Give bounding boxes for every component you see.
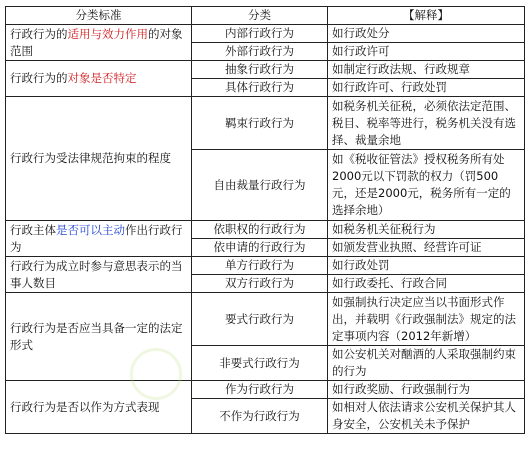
explanation-cell: 如相对人依法请求公安机关保护其人身安全，公安机关未予保护: [328, 399, 525, 434]
criterion-text: 行政行为的: [10, 71, 68, 85]
criterion-cell: [6, 97, 192, 221]
classification-table: [5, 6, 525, 434]
explanation-cell: 如制定行政法规、行政规章: [328, 61, 525, 79]
explanation-cell: 如行政许可、行政处罚: [328, 79, 525, 97]
explanation-cell: 如公安机关对酗酒的人采取强制约束的行为: [328, 346, 525, 381]
explanation-cell: 如行政处罚: [328, 257, 525, 275]
header-row: [6, 7, 525, 25]
table-row: [6, 293, 525, 346]
criterion-cell: [6, 25, 192, 61]
criterion-highlight: 对象是否特定: [67, 71, 137, 85]
explanation-cell: 如《税收征管法》授权税务所有处2000元以下罚款的权力（罚500元，还是2000元，税务所有一定的选择余地）: [328, 150, 525, 221]
category-cell: 依申请的行政行为: [192, 239, 328, 257]
explanation-cell: 如行政委托、行政合同: [328, 275, 525, 293]
category-cell: 外部行政行为: [192, 43, 328, 61]
category-cell: 非要式行政行为: [192, 346, 328, 381]
table-row: [6, 97, 525, 150]
criterion-text: 行政行为是否应当具备一定的法定形式: [10, 320, 183, 352]
criterion-highlight: 适用与效力作用: [67, 26, 148, 41]
table-row: [6, 381, 525, 399]
faint-watermark-circle: [130, 348, 182, 400]
category-cell: 抽象行政行为: [192, 61, 328, 79]
criterion-cell: [6, 221, 192, 257]
criterion-text: 行政行为是否以作为方式表现: [10, 399, 160, 414]
explanation-cell: 如强制执行决定应当以书面形式作出，并载明《行政强制法》规定的法定事项内容（2012年新增）: [328, 293, 525, 346]
explanation-cell: 如颁发营业执照、经营许可证: [328, 239, 525, 257]
criterion-cell: [6, 61, 192, 97]
explanation-cell: 如行政处分: [328, 25, 525, 43]
criterion-text: 作出行政行为: [10, 222, 183, 254]
category-cell: 要式行政行为: [192, 293, 328, 346]
explanation-cell: 如行政许可: [328, 43, 525, 61]
criterion-highlight: 是否可以主动: [56, 222, 125, 237]
category-cell: 羁束行政行为: [192, 97, 328, 150]
table-row: [6, 61, 525, 79]
category-cell: 不作为行政行为: [192, 399, 328, 434]
header-explanation: 【解释】: [328, 7, 525, 25]
category-cell: 作为行政行为: [192, 381, 328, 399]
category-cell: 依职权的行政行为: [192, 221, 328, 239]
criterion-cell: [6, 257, 192, 293]
category-cell: 单方行政行为: [192, 257, 328, 275]
explanation-cell: 如税务机关征税，必须依法定范围、税目、税率等进行，税务机关没有选择、裁量余地: [328, 97, 525, 150]
category-cell: 双方行政行为: [192, 275, 328, 293]
criterion-text: 行政主体: [10, 222, 56, 237]
table-row: [6, 257, 525, 275]
header-criterion: 分类标准: [6, 7, 192, 25]
explanation-cell: 如税务机关征税行为: [328, 221, 525, 239]
criterion-text: 行政行为受法律规范拘束的程度: [10, 151, 171, 165]
category-cell: 具体行政行为: [192, 79, 328, 97]
criterion-text: 行政行为成立时参与意思表示的当事人数目: [10, 258, 183, 290]
header-category: 分类: [192, 7, 328, 25]
explanation-cell: 如行政奖励、行政强制行为: [328, 381, 525, 399]
category-cell: 内部行政行为: [192, 25, 328, 43]
criterion-text: 的对象范围: [10, 26, 183, 58]
criterion-text: 行政行为的: [10, 26, 68, 41]
category-cell: 自由裁量行政行为: [192, 150, 328, 221]
table-row: [6, 221, 525, 239]
table-row: [6, 25, 525, 43]
